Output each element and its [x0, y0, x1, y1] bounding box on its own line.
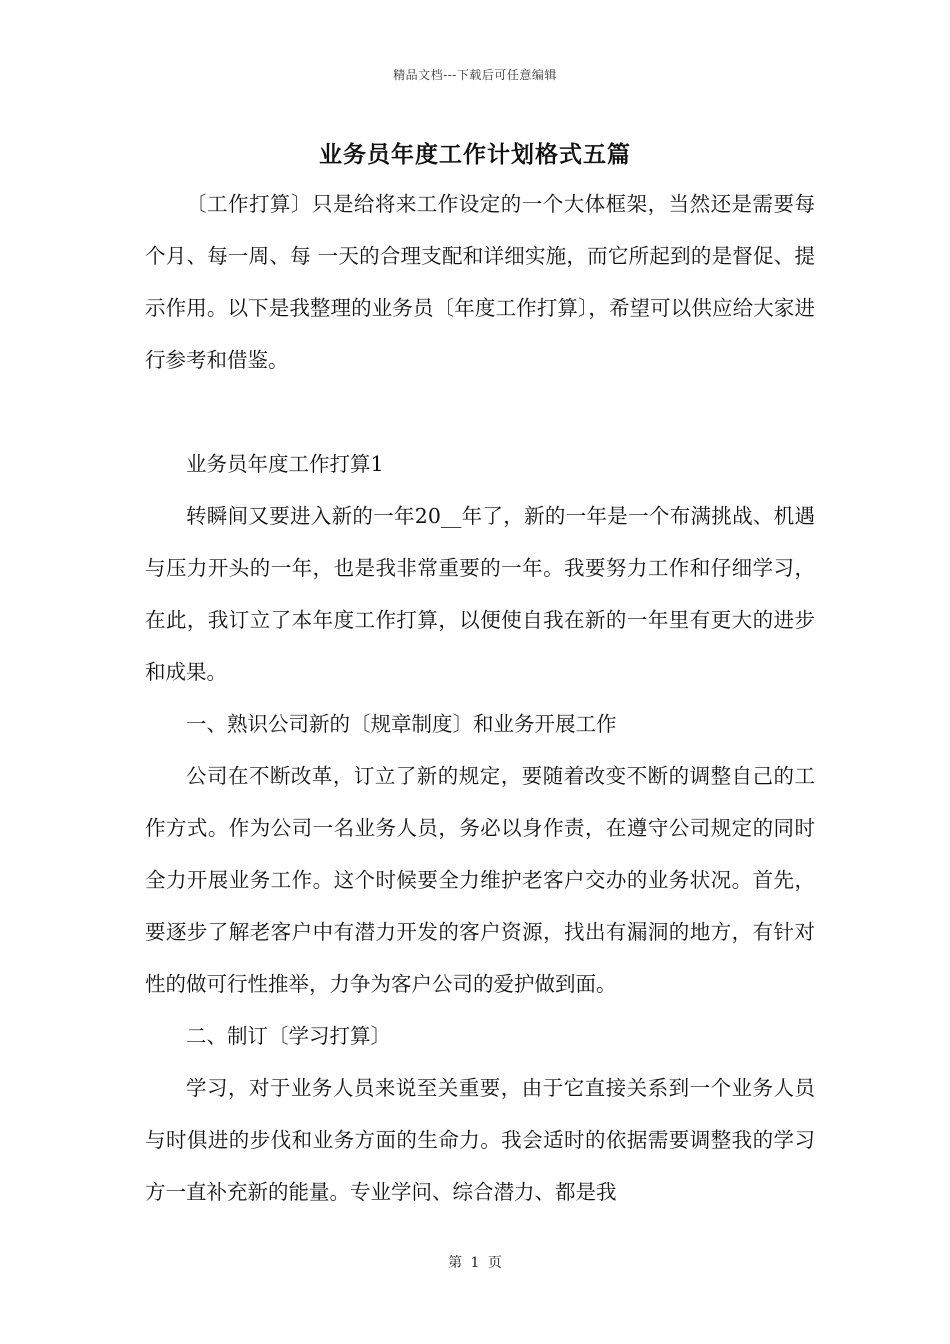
body-paragraph-2: 公司在不断改革，订立了新的规定，要随着改变不断的调整自己的工作方式。作为公司一名业务人员，务必以身作责，在遵守公司规定的同时全力开展业务工作。这个时候要全力维护老客户交办的业务状况。首先，要逐步了解老客户中有潜力开发的客户资源，找出有漏洞的地方，有针对性的做可行性推举，力争为客户公司的爱护做到面。 [145, 764, 815, 996]
body-paragraph-1: 转瞬间又要进入新的一年20__年了，新的一年是一个布满挑战、机遇与压力开头的一年，也是我非常重要的一年。我要努力工作和仔细学习，在此，我订立了本年度工作打算，以便使自我在新的一年里有更大的进步和成果。 [145, 504, 815, 684]
intro-paragraph: 〔工作打算〕只是给将来工作设定的一个大体框架，当然还是需要每个月、每一周、每 一天的合理支配和详细实施，而它所起到的是督促、提示作用。以下是我整理的业务员〔年度工作打算〕，希望可以供应给大家进行参考和借鉴。 [145, 192, 815, 372]
body-paragraph-3: 学习，对于业务人员来说至关重要，由于它直接关系到一个业务人员与时俱进的步伐和业务方面的生命力。我会适时的依据需要调整我的学习方一直补充新的能量。专业学问、综合潜力、都是我 [145, 1076, 815, 1204]
page-number: 第 1 页 [448, 1255, 502, 1271]
paragraph-gap [145, 386, 815, 438]
document-body [145, 178, 815, 1218]
page-header-note: 精品文档---下载后可任意编辑 [393, 68, 557, 82]
subheading-2: 二、制订〔学习打算〕 [186, 1024, 391, 1048]
section-heading: 业务员年度工作打算1 [186, 452, 384, 476]
document-title: 业务员年度工作计划格式五篇 [319, 141, 631, 168]
subheading-1: 一、熟识公司新的〔规章制度〕和业务开展工作 [186, 712, 617, 736]
